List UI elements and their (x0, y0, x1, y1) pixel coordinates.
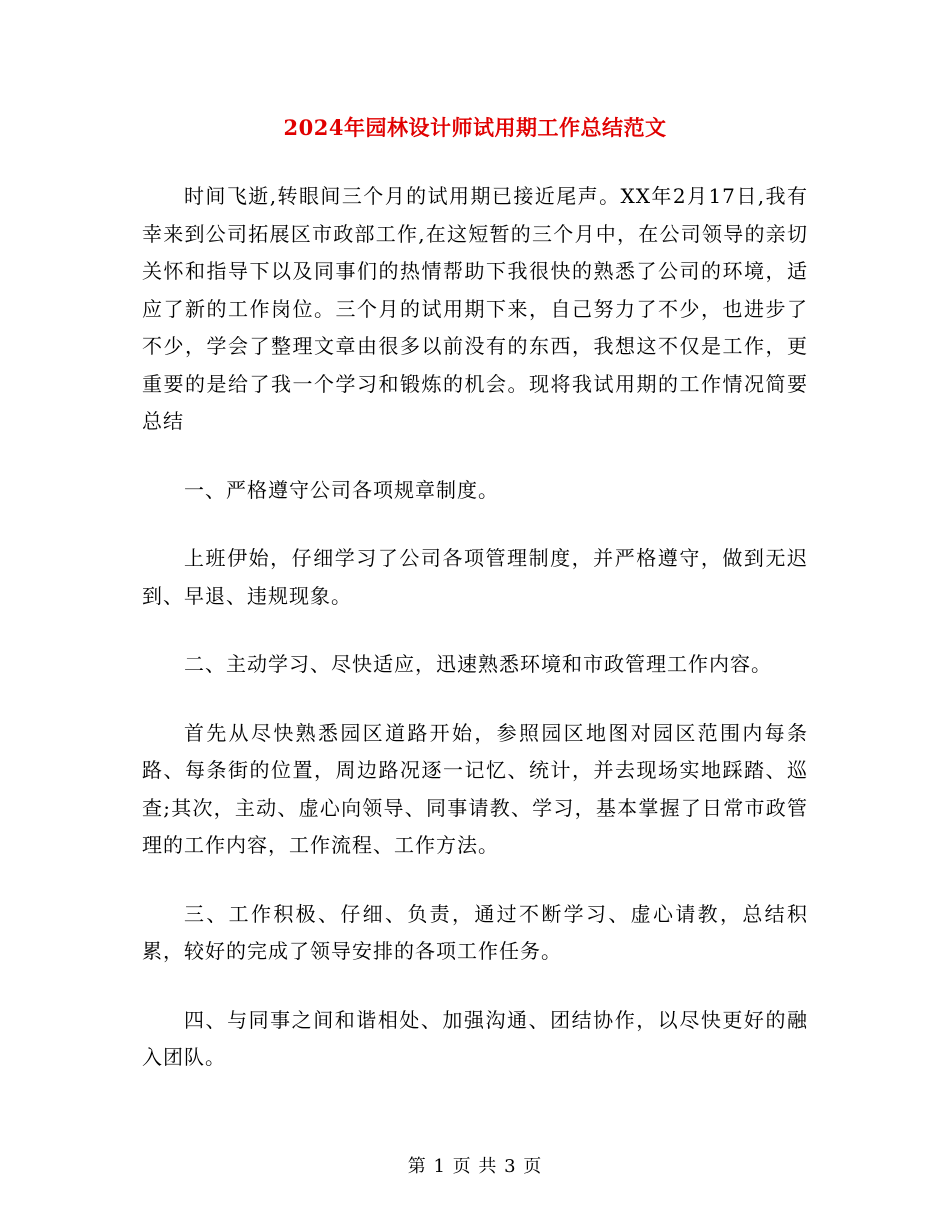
section-4-paragraph: 四、与同事之间和谐相处、加强沟通、团结协作，以尽快更好的融入团队。 (142, 1007, 808, 1069)
intro-paragraph: 时间飞逝,转眼间三个月的试用期已接近尾声。XX年2月17日,我有幸来到公司拓展区市政部工作,在这短暂的三个月中，在公司领导的亲切关怀和指导下以及同事们的热情帮助下我很快的熟悉了公司的环境，适应了新的工作岗位。三个月的试用期下来，自己努力了不少，也进步了不少，学会了整理文章由很多以前没有的东西，我想这不仅是工作，更重要的是给了我一个学习和锻炼的机会。现将我试用期的工作情况简要总结 (142, 184, 808, 433)
section-body-2: 首先从尽快熟悉园区道路开始，参照园区地图对园区范围内每条路、每条街的位置，周边路况逐一记忆、统计，并去现场实地踩踏、巡查;其次，主动、虚心向领导、同事请教、学习，基本掌握了日常市政管理的工作内容，工作流程、工作方法。 (142, 720, 808, 857)
section-3-paragraph: 三、工作积极、仔细、负责，通过不断学习、虚心请教，总结积累，较好的完成了领导安排的各项工作任务。 (142, 901, 808, 963)
section-heading-1: 一、严格遵守公司各项规章制度。 (184, 477, 499, 502)
document-title: 2024年园林设计师试用期工作总结范文 (283, 115, 667, 140)
section-heading-2: 二、主动学习、尽快适应，迅速熟悉环境和市政管理工作内容。 (184, 652, 772, 676)
page-number-footer: 第 1 页 共 3 页 (407, 1156, 543, 1177)
document-body (142, 178, 808, 1077)
section-body-1: 上班伊始，仔细学习了公司各项管理制度，并严格遵守，做到无迟到、早退、违规现象。 (142, 546, 808, 608)
